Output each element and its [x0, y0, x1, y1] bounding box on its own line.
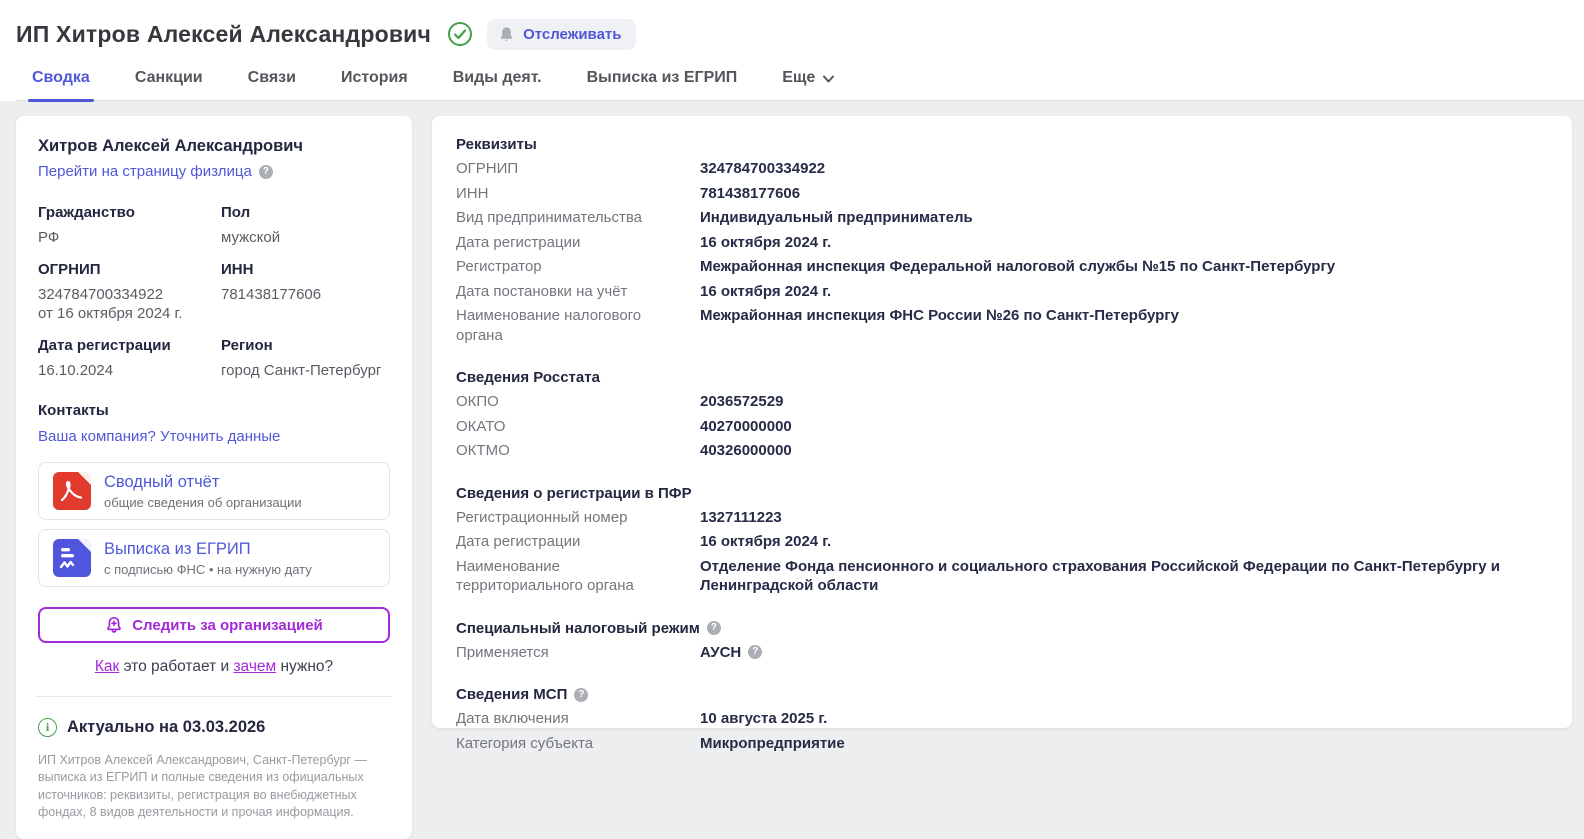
section-title-text: Реквизиты	[456, 136, 537, 153]
verified-check-icon	[447, 21, 473, 47]
tab-bar	[16, 63, 1584, 101]
detail-value-text: 324784700334922	[700, 160, 826, 177]
section-title-text: Сведения МСП	[456, 686, 568, 703]
profile-field	[38, 337, 207, 381]
detail-value-text: АУСН	[700, 643, 742, 661]
why-link[interactable]: зачем	[233, 658, 277, 675]
detail-row	[456, 734, 1548, 754]
actual-date-label: Актуально на 03.03.2026	[67, 718, 266, 736]
detail-label: Регистрационный номер	[456, 508, 628, 526]
detail-row	[456, 508, 1548, 528]
field-value: 324784700334922	[38, 285, 164, 303]
how-it-works-text: Как это работает и зачем нужно?	[94, 658, 334, 675]
detail-label: Наименование территориального органа	[456, 557, 634, 594]
field-label: Гражданство	[38, 204, 135, 221]
detail-row	[456, 392, 1548, 412]
details-panel	[432, 116, 1572, 752]
detail-value-text: 40270000000	[700, 417, 792, 435]
detail-label: Наименование налогового органа	[456, 307, 642, 344]
field-value: город Санкт-Петербург	[221, 361, 382, 379]
detail-value-text: 16 октября 2024 г.	[700, 233, 832, 251]
detail-row	[456, 233, 1548, 253]
detail-value-text: Микропредприятие	[700, 734, 845, 752]
section-title	[456, 136, 1548, 153]
egrip-extract-button[interactable]	[38, 529, 390, 587]
detail-value	[700, 233, 1548, 253]
detail-row	[456, 417, 1548, 437]
detail-row	[456, 709, 1548, 729]
info-icon: i	[38, 718, 57, 737]
profile-fields-grid	[38, 204, 390, 380]
section-title-text: Специальный налоговый режим	[456, 619, 700, 637]
track-button-label: Отслеживать	[523, 25, 622, 43]
detail-value	[700, 643, 1548, 663]
field-value: 16.10.2024	[38, 361, 114, 379]
main-content	[0, 101, 1584, 839]
tab-svodka[interactable]	[30, 63, 92, 100]
section-title-text: Сведения о регистрации в ПФР	[456, 484, 692, 502]
pdf-file-icon	[53, 472, 91, 510]
detail-label: ОКПО	[456, 393, 499, 410]
profile-field	[221, 337, 390, 381]
field-extra: от 16 октября 2024 г.	[38, 305, 183, 322]
page-title: ИП Хитров Алексей Александрович	[16, 20, 432, 47]
tab-label: Выписка из ЕГРИП	[586, 69, 738, 86]
tab-vypiska-iz-egrip[interactable]	[585, 63, 740, 100]
section-title	[456, 369, 1548, 386]
help-icon[interactable]	[259, 165, 273, 179]
detail-label: ИНН	[456, 184, 489, 202]
detail-value-text: Индивидуальный предприниматель	[700, 209, 973, 226]
detail-value-text: Отделение Фонда пенсионного и социального страхования Российской Федерации по Санкт-Петербургу и Ленинградской области	[700, 557, 1501, 594]
help-icon[interactable]	[707, 621, 721, 635]
detail-row	[456, 532, 1548, 552]
profile-field	[38, 261, 207, 324]
follow-organization-button[interactable]	[38, 607, 390, 643]
field-label: ИНН	[221, 260, 254, 278]
track-button[interactable]	[487, 19, 635, 50]
detail-label: Применяется	[456, 643, 549, 661]
chevron-down-icon	[822, 72, 835, 84]
divider	[36, 696, 392, 697]
detail-row	[456, 306, 1548, 345]
detail-value-text: Межрайонная инспекция ФНС России №26 по Санкт-Петербургу	[700, 307, 1179, 324]
page-header	[0, 0, 1584, 101]
detail-value-text: 16 октября 2024 г.	[700, 282, 832, 300]
how-link[interactable]: Как	[94, 658, 120, 675]
detail-label: ОКТМО	[456, 442, 510, 459]
detail-row	[456, 643, 1548, 663]
detail-value-text: 10 августа 2025 г.	[700, 710, 828, 727]
tab-label: Виды деят.	[452, 69, 542, 86]
egrip-file-icon	[53, 539, 91, 577]
report-title: Сводный отчёт	[104, 472, 220, 491]
tab-label: Сводка	[32, 69, 90, 86]
detail-value-text: 1327111223	[700, 508, 782, 526]
bell-icon	[498, 26, 515, 43]
detail-row	[456, 282, 1548, 302]
detail-label: Дата регистрации	[456, 533, 581, 550]
detail-value	[700, 208, 1548, 228]
tab-label: История	[340, 69, 408, 86]
detail-value	[700, 734, 1548, 754]
person-page-link[interactable]: Перейти на страницу физлица	[38, 163, 252, 180]
tab-eshche[interactable]	[780, 63, 837, 100]
field-label: ОГРНИП	[38, 260, 101, 278]
seo-description: ИП Хитров Алексей Александрович, Санкт-Петербург — выписка из ЕГРИП и полные сведения из официальных источников: реквизиты, регистрация во внебюджетных фондах, 8 видов деятельности и прочая информация.	[38, 753, 367, 819]
detail-value	[700, 257, 1548, 277]
section-title-text: Сведения Росстата	[456, 369, 600, 386]
detail-value	[700, 532, 1548, 552]
detail-label: Регистратор	[456, 258, 542, 275]
detail-label: Дата регистрации	[456, 233, 581, 251]
detail-value-text: 781438177606	[700, 184, 801, 202]
profile-card	[16, 116, 412, 839]
field-label: Пол	[221, 204, 251, 221]
profile-field	[221, 204, 390, 248]
field-label: Регион	[221, 336, 273, 354]
tab-label: Еще	[782, 69, 816, 86]
detail-row	[456, 441, 1548, 461]
detail-value	[700, 417, 1548, 437]
detail-value-text: 16 октября 2024 г.	[700, 533, 832, 550]
detail-value	[700, 159, 1548, 179]
detail-value	[700, 441, 1548, 461]
summary-report-button[interactable]	[38, 462, 390, 520]
report-subtitle: общие сведения об организации	[104, 494, 302, 510]
tab-vidy-deyat[interactable]	[451, 63, 544, 100]
detail-label: ОГРНИП	[456, 160, 519, 177]
field-value: 781438177606	[221, 285, 322, 303]
detail-value	[700, 184, 1548, 204]
detail-label: ОКАТО	[456, 417, 506, 435]
bell-plus-icon	[105, 616, 123, 634]
tab-label: Санкции	[134, 69, 203, 86]
detail-row	[456, 257, 1548, 277]
field-value: мужской	[221, 229, 281, 246]
report-title: Выписка из ЕГРИП	[104, 539, 251, 558]
detail-row	[456, 557, 1548, 596]
contacts-heading: Контакты	[38, 402, 109, 419]
detail-value	[700, 306, 1548, 345]
detail-label: Дата включения	[456, 710, 569, 727]
report-texts	[104, 473, 302, 510]
help-icon[interactable]	[574, 688, 588, 702]
detail-value-text: Межрайонная инспекция Федеральной налоговой службы №15 по Санкт-Петербургу	[700, 258, 1336, 275]
tab-label: Связи	[247, 69, 296, 86]
profile-field	[38, 204, 207, 248]
tab-svyazi[interactable]	[246, 63, 298, 100]
detail-row	[456, 159, 1548, 179]
section-title	[456, 620, 1548, 637]
tab-istoriya[interactable]	[339, 63, 410, 100]
detail-label: Вид предпринимательства	[456, 209, 642, 226]
detail-value	[700, 392, 1548, 412]
detail-row	[456, 208, 1548, 228]
person-name: Хитров Алексей Александрович	[38, 137, 304, 155]
detail-row	[456, 184, 1548, 204]
report-texts	[104, 540, 312, 577]
section-title	[456, 485, 1548, 502]
tab-sankcii[interactable]	[133, 63, 205, 100]
detail-label: Дата постановки на учёт	[456, 282, 628, 300]
detail-value	[700, 709, 1548, 729]
follow-button-label: Следить за организацией	[132, 616, 323, 634]
detail-label: Категория субъекта	[456, 734, 594, 752]
report-buttons	[38, 462, 390, 587]
detail-value-text: 40326000000	[700, 442, 792, 459]
detail-value	[700, 282, 1548, 302]
field-label: Дата регистрации	[38, 336, 171, 354]
profile-field	[221, 261, 390, 324]
help-icon[interactable]	[748, 645, 762, 659]
field-value: РФ	[38, 229, 60, 246]
detail-value	[700, 557, 1548, 596]
detail-value-text: 2036572529	[700, 393, 784, 410]
section-title	[456, 686, 1548, 703]
report-subtitle: с подписью ФНС • на нужную дату	[104, 561, 312, 577]
detail-value	[700, 508, 1548, 528]
update-company-data-link[interactable]: Ваша компания? Уточнить данные	[38, 428, 281, 445]
